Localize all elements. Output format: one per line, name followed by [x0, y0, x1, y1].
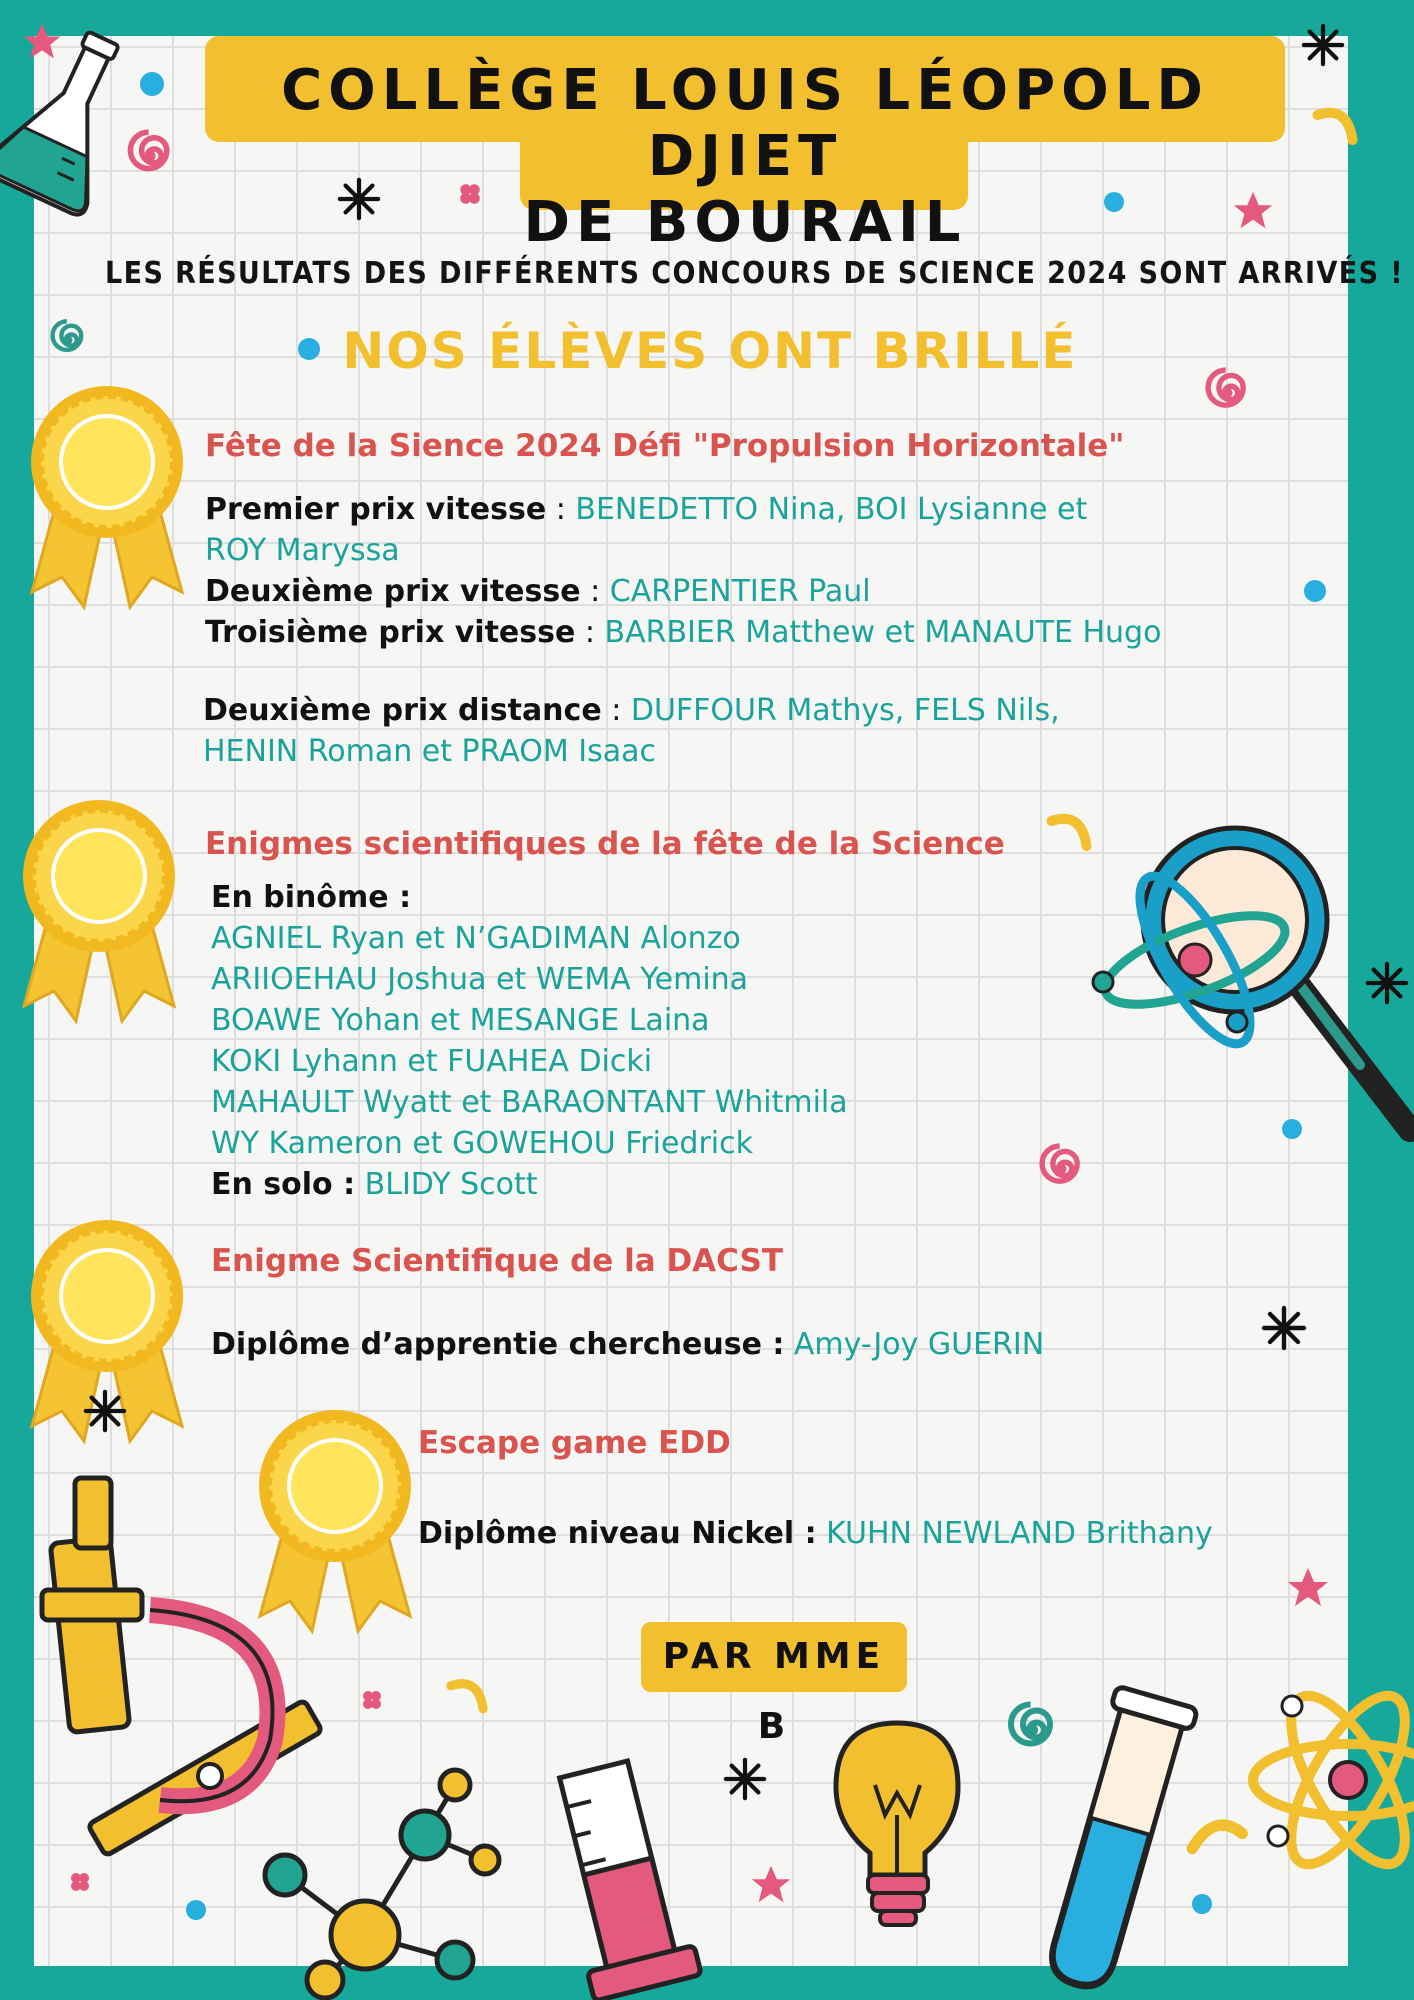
dot-icon — [1102, 190, 1126, 214]
atom-icon — [1250, 1680, 1414, 1860]
molecule-icon — [255, 1765, 500, 2000]
asterisk-icon — [1300, 22, 1346, 68]
award-line: En solo : BLIDY Scott — [211, 1167, 538, 1202]
dot-icon — [138, 70, 166, 98]
spiral-icon — [46, 318, 90, 362]
spiral-icon — [1034, 1142, 1088, 1196]
award-ribbon-icon — [14, 796, 184, 1036]
page-title — [205, 58, 1285, 256]
lightbulb-icon — [830, 1715, 965, 1930]
spiral-icon — [1002, 1700, 1062, 1760]
award-line: Premier prix vitesse : BENEDETTO Nina, BOI Lysianne et — [205, 492, 1088, 527]
arc-icon — [1044, 806, 1094, 856]
section-title-escape-game: Escape game EDD — [418, 1425, 731, 1461]
star-icon — [748, 1862, 794, 1908]
dot-icon — [296, 336, 322, 362]
award-line: AGNIEL Ryan et N’GADIMAN Alonzo — [211, 921, 741, 956]
award-line: WY Kameron et GOWEHOU Friedrick — [211, 1126, 753, 1161]
dot-icon — [1190, 1892, 1214, 1916]
announcement-subtitle: LES RÉSULTATS DES DIFFÉRENTS CONCOURS DE SCIENCE 2024 SONT ARRIVÉS ! — [105, 256, 1404, 291]
section-title-enigmes: Enigmes scientifiques de la fête de la Science — [205, 826, 1005, 862]
author-badge: PAR MME B — [641, 1622, 907, 1692]
award-line: En binôme : — [211, 880, 412, 915]
slogan: NOS ÉLÈVES ONT BRILLÉ — [342, 322, 1078, 380]
spiral-icon — [1200, 366, 1254, 420]
graduated-cylinder-icon — [540, 1755, 710, 2000]
spiral-icon — [122, 128, 178, 184]
asterisk-icon — [82, 1388, 128, 1434]
dot-icon — [1302, 578, 1328, 604]
flower-icon — [68, 1870, 92, 1894]
award-line: BOAWE Yohan et MESANGE Laina — [211, 1003, 710, 1038]
award-line: MAHAULT Wyatt et BARAONTANT Whitmila — [211, 1085, 848, 1120]
arc-icon — [1310, 100, 1360, 150]
award-line: Diplôme d’apprentie chercheuse : Amy-Joy GUERIN — [211, 1327, 1045, 1362]
arc-icon — [1184, 1806, 1248, 1856]
award-line: Diplôme niveau Nickel : KUHN NEWLAND Brithany — [418, 1516, 1213, 1551]
title-line-2: DE BOURAIL — [523, 190, 967, 255]
dot-icon — [1280, 1117, 1304, 1141]
award-line: Deuxième prix distance : DUFFOUR Mathys, FELS Nils, — [203, 693, 1060, 728]
award-line: HENIN Roman et PRAOM Isaac — [203, 734, 657, 769]
star-icon — [20, 20, 64, 64]
dot-icon — [184, 1898, 208, 1922]
asterisk-icon — [1364, 960, 1410, 1006]
award-line: Deuxième prix vitesse : CARPENTIER Paul — [205, 574, 871, 609]
award-line: ROY Maryssa — [205, 533, 400, 568]
arc-icon — [444, 1672, 490, 1718]
award-line: KOKI Lyhann et FUAHEA Dicki — [211, 1044, 653, 1079]
asterisk-icon — [336, 176, 382, 222]
section-title-dacst: Enigme Scientifique de la DACST — [211, 1243, 783, 1279]
award-line: ARIIOEHAU Joshua et WEMA Yemina — [211, 962, 749, 997]
asterisk-icon — [722, 1756, 768, 1802]
award-ribbon-icon — [22, 382, 192, 622]
title-line-1: COLLÈGE LOUIS LÉOPOLD DJIET — [281, 58, 1209, 189]
star-icon — [1230, 188, 1276, 234]
flower-icon — [457, 181, 483, 207]
asterisk-icon — [1260, 1304, 1308, 1352]
award-line: Troisième prix vitesse : BARBIER Matthew et MANAUTE Hugo — [205, 615, 1162, 650]
flower-icon — [360, 1688, 384, 1712]
section-title-fete-science: Fête de la Sience 2024 Défi "Propulsion Horizontale" — [205, 428, 1125, 464]
star-icon — [1284, 1564, 1332, 1612]
